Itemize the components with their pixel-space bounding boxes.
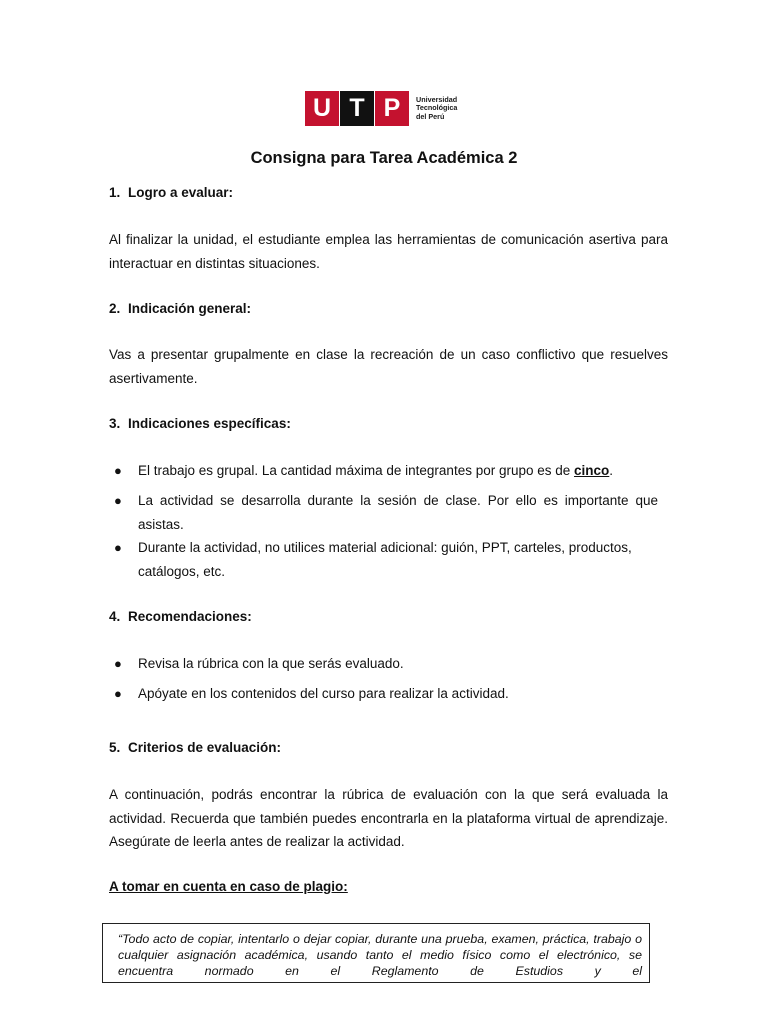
logo-text-line: Universidad (416, 95, 458, 105)
bullet-icon: ● (114, 656, 122, 671)
logo-letter-t: T (340, 91, 374, 126)
section-heading-text: Recomendaciones: (128, 609, 252, 624)
section-heading-recomendaciones (109, 609, 252, 624)
section-number: 2. (109, 301, 121, 316)
section-heading-text: Indicaciones específicas: (128, 416, 291, 431)
section-heading-text: Indicación general: (128, 301, 252, 316)
list-item (110, 652, 658, 676)
list-item-text: La actividad se desarrolla durante la sesión de clase. Por ello es importante que asistas. (138, 493, 658, 532)
section-number: 1. (109, 185, 121, 200)
section-heading-text: Criterios de evaluación: (128, 740, 282, 755)
bullet-icon: ● (114, 463, 122, 478)
paragraph-logro: Al finalizar la unidad, el estudiante emplea las herramientas de comunicación asertiva para interactuar en distintas situaciones. (109, 232, 668, 271)
emphasis-text: cinco (574, 463, 610, 478)
plagio-quote-text: “Todo acto de copiar, intentarlo o dejar copiar, durante una prueba, examen, práctica, trabajo o cualquier asignación académica, usando tanto el medio físico como el electrónico, se encuentra normado en el Reglamento de Estudios y el (118, 932, 642, 978)
section-heading-indicacion-general (109, 301, 251, 316)
section-heading-logro (109, 185, 233, 200)
logo-letter-p: P (375, 91, 409, 126)
logo-letter-u: U (305, 91, 339, 126)
section-number: 4. (109, 609, 121, 624)
utp-logo (305, 91, 457, 126)
section-number: 5. (109, 740, 121, 755)
list-item-text: Revisa la rúbrica con la que serás evaluado. (138, 656, 404, 671)
paragraph-indicacion-general: Vas a presentar grupalmente en clase la recreación de un caso conflictivo que resuelves asertivamente. (109, 347, 668, 386)
section-heading-criterios (109, 740, 281, 755)
list-item-text: Durante la actividad, no utilices material adicional: guión, PPT, carteles, productos, catálogos, etc. (138, 540, 632, 579)
bullet-icon: ● (114, 493, 122, 508)
paragraph-criterios: A continuación, podrás encontrar la rúbrica de evaluación con la que será evaluada la actividad. Recuerda que también puedes encontrarla en la plataforma virtual de aprendizaje. Asegúrate de leerla antes de realizar la actividad. (109, 787, 668, 849)
list-item (110, 682, 658, 706)
logo-text-line: del Perú (416, 111, 445, 121)
document-title: Consigna para Tarea Académica 2 (250, 149, 518, 167)
section-number: 3. (109, 416, 121, 431)
list-item (110, 489, 658, 536)
list-item-text: El trabajo es grupal. La cantidad máxima de integrantes por grupo es de (138, 463, 575, 478)
list-item (110, 536, 658, 583)
logo-university-name (416, 96, 457, 121)
plagio-quote-box (102, 923, 650, 983)
logo-text-line: Tecnológica (416, 103, 458, 113)
bullet-icon: ● (114, 540, 122, 555)
list-item-text: Apóyate en los contenidos del curso para realizar la actividad. (138, 686, 509, 701)
bullet-icon: ● (114, 686, 122, 701)
plagio-heading: A tomar en cuenta en caso de plagio: (109, 879, 348, 894)
section-heading-indicaciones-especificas (109, 416, 291, 431)
section-heading-text: Logro a evaluar: (128, 185, 234, 200)
list-item (110, 459, 658, 483)
list-item-text: . (609, 463, 614, 478)
